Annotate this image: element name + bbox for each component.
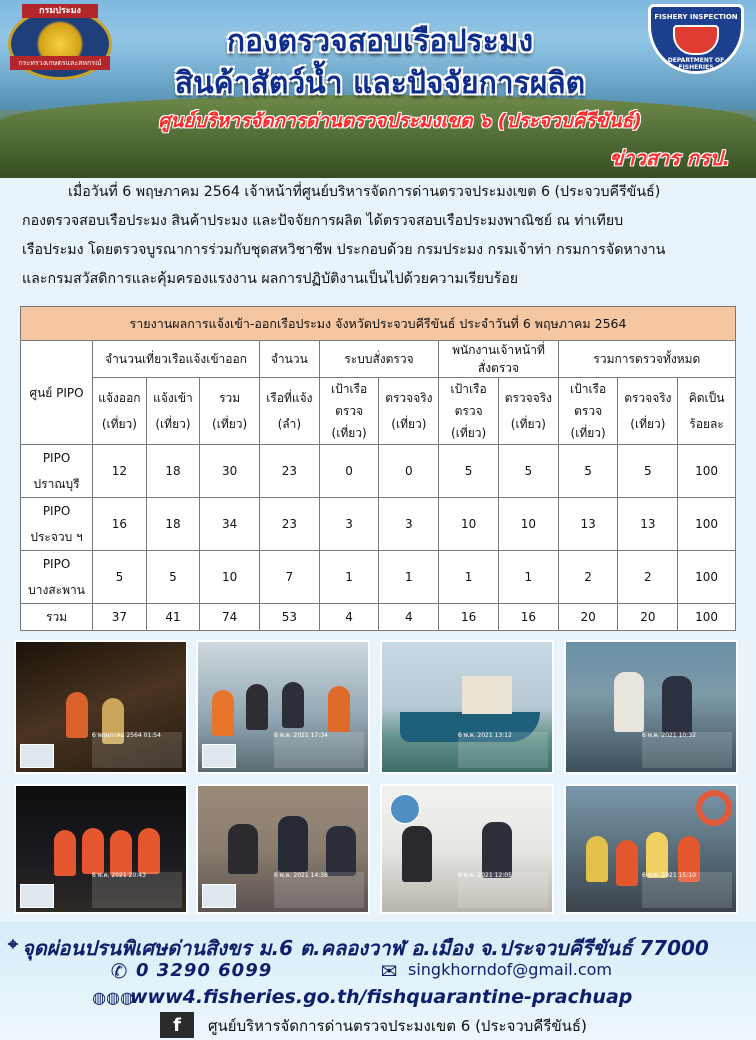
col-in xyxy=(146,378,200,445)
boat-cabin xyxy=(462,676,512,714)
table-cell: 3 xyxy=(379,498,439,551)
person-figure xyxy=(54,830,76,876)
table-cell: 1 xyxy=(319,551,379,604)
col-group-officer-line1: พนักงานเจ้าหน้าที่ xyxy=(452,343,545,357)
table-cell: 18 xyxy=(146,445,200,498)
table-cell: 16 xyxy=(93,498,147,551)
table-cell: 3 xyxy=(319,498,379,551)
table-cell: 5 xyxy=(146,551,200,604)
table-cell: 5 xyxy=(618,445,678,498)
table-cell: 74 xyxy=(200,604,260,631)
globe-icon: ◍◍◍ xyxy=(92,987,134,1007)
photo-timestamp: 6 พ.ค. 2021 17:34 xyxy=(274,732,364,768)
unit-label: (เที่ยว) xyxy=(570,426,606,440)
col-officer-target xyxy=(439,378,499,445)
unit-label: (เที่ยว) xyxy=(391,417,427,431)
person-figure xyxy=(482,822,512,878)
col-percent-line1: คิดเป็น xyxy=(688,391,725,405)
col-target-line1: เป้าเรือ xyxy=(450,382,487,396)
person-figure xyxy=(402,826,432,882)
footer-phone[interactable]: 0 3290 6099 xyxy=(136,960,273,981)
person-figure xyxy=(212,690,234,736)
person-figure xyxy=(614,672,644,732)
person-figure xyxy=(328,686,350,732)
map-thumbnail xyxy=(20,884,54,908)
col-out-label: แจ้งออก xyxy=(98,391,141,405)
intro-line: เรือประมง โดยตรวจบูรณาการร่วมกับชุดสหวิชาชีพ ประกอบด้วย กรมประมง กรมเจ้าท่า กรมการจัดหางาน xyxy=(22,242,666,258)
photo-timestamp: 6 พฤษภาคม 2564 01:54 xyxy=(92,732,182,768)
col-group-officer xyxy=(439,341,559,378)
table-cell: 100 xyxy=(678,498,736,551)
photo-crew-lineup xyxy=(14,784,188,914)
footer-email[interactable]: singkhorndof@gmail.com xyxy=(408,960,612,979)
table-cell: 20 xyxy=(558,604,618,631)
footer-website[interactable]: www4.fisheries.go.th/fishquarantine-prachuap xyxy=(130,986,633,1008)
emblem-shield-icon xyxy=(673,25,719,55)
col-boats-label: เรือที่แจ้ง xyxy=(266,391,313,405)
col-group-total: รวมการตรวจทั้งหมด xyxy=(558,341,735,378)
photo-timestamp: 6 พ.ค. 2021 12:05 xyxy=(458,872,548,908)
photo-night-boat xyxy=(14,640,188,774)
col-group-officer-line2: สั่งตรวจ xyxy=(477,361,520,375)
unit-label: (ลำ) xyxy=(277,417,302,431)
unit-label: (เที่ยว) xyxy=(510,417,546,431)
table-cell: 1 xyxy=(498,551,558,604)
table-cell: 0 xyxy=(379,445,439,498)
person-figure xyxy=(82,828,104,874)
col-header-pipo: ศูนย์ PIPO xyxy=(21,341,93,445)
col-group-trips: จำนวนเที่ยวเรือแจ้งเข้าออก xyxy=(93,341,260,378)
emblem-bottom-label: DEPARTMENT OF FISHERIES xyxy=(667,57,725,71)
person-figure xyxy=(66,692,88,738)
col-target-line2: ตรวจ xyxy=(454,404,483,418)
col-sum xyxy=(200,378,260,445)
map-thumbnail xyxy=(202,744,236,768)
table-cell: 34 xyxy=(200,498,260,551)
row-name-line1: PIPO xyxy=(42,504,71,518)
table-cell: 5 xyxy=(498,445,558,498)
col-group-count: จำนวน xyxy=(259,341,319,378)
facebook-icon[interactable]: f xyxy=(160,1012,194,1038)
col-out xyxy=(93,378,147,445)
col-target-line1: เป้าเรือ xyxy=(331,382,368,396)
row-name-line2: ประจวบ ฯ xyxy=(30,530,83,544)
footer-address: จุดผ่อนปรนพิเศษด่านสิงขร ม.6 ต.คลองวาฬ อ.เมือง จ.ประจวบคีรีขันธ์ 77000 xyxy=(22,936,709,960)
table-cell: 2 xyxy=(618,551,678,604)
table-cell: 18 xyxy=(146,498,200,551)
row-name-line2: บางสะพาน xyxy=(28,583,85,597)
table-cell: 10 xyxy=(200,551,260,604)
photo-inspection-paperwork xyxy=(196,784,370,914)
table-cell: 4 xyxy=(319,604,379,631)
person-figure xyxy=(282,682,304,728)
seal-bottom-label: กระทรวงเกษตรและสหกรณ์ xyxy=(10,56,110,70)
header-banner xyxy=(0,0,756,178)
row-name-line1: PIPO xyxy=(42,557,71,571)
person-figure xyxy=(616,840,638,886)
col-actual-label: ตรวจจริง xyxy=(624,391,672,405)
table-total-row xyxy=(21,604,736,631)
col-group-system: ระบบสั่งตรวจ xyxy=(319,341,439,378)
unit-label: (เที่ยว) xyxy=(101,417,137,431)
table-cell: 7 xyxy=(259,551,319,604)
col-sum-label: รวม xyxy=(219,391,241,405)
table-row xyxy=(21,498,736,551)
table-cell: 0 xyxy=(319,445,379,498)
person-figure xyxy=(662,676,692,736)
unit-label: (เที่ยว) xyxy=(451,426,487,440)
location-icon: ⌖ xyxy=(7,933,19,955)
table-cell: 16 xyxy=(439,604,499,631)
email-icon: ✉ xyxy=(380,959,398,983)
unit-label: (เที่ยว) xyxy=(155,417,191,431)
col-target-line2: ตรวจ xyxy=(335,404,364,418)
table-cell: 13 xyxy=(618,498,678,551)
table-cell: 41 xyxy=(146,604,200,631)
col-percent-line2: ร้อยละ xyxy=(689,417,724,431)
table-cell: 10 xyxy=(439,498,499,551)
table-cell: 16 xyxy=(498,604,558,631)
table-row xyxy=(21,445,736,498)
table-cell: 5 xyxy=(558,445,618,498)
table-cell: 1 xyxy=(379,551,439,604)
table-cell: 53 xyxy=(259,604,319,631)
table-cell: 100 xyxy=(678,551,736,604)
person-figure xyxy=(110,830,132,876)
table-row xyxy=(21,551,736,604)
photo-crew-on-deck xyxy=(564,784,738,914)
footer-facebook[interactable]: ศูนย์บริหารจัดการด่านตรวจประมงเขต 6 (ประจวบคีรีขันธ์) xyxy=(208,1017,587,1035)
col-boats xyxy=(259,378,319,445)
table-cell: 12 xyxy=(93,445,147,498)
photo-timestamp: 6 พ.ค. 2021 13:12 xyxy=(458,732,548,768)
col-percent xyxy=(678,378,736,445)
fishery-inspection-emblem xyxy=(648,4,744,74)
map-thumbnail xyxy=(202,884,236,908)
table-cell: 10 xyxy=(498,498,558,551)
row-name xyxy=(21,445,93,498)
person-figure xyxy=(138,828,160,874)
page-title-line2: สินค้าสัตว์น้ำ และปัจจัยการผลิต xyxy=(174,66,586,101)
news-tag: ข่าวสาร กรป. xyxy=(609,146,730,170)
person-figure xyxy=(228,824,258,874)
photo-timestamp: 6 พ.ค. 2021 14:38 xyxy=(274,872,364,908)
seal-top-label: กรมประมง xyxy=(22,4,98,18)
col-system-actual xyxy=(379,378,439,445)
intro-line: กองตรวจสอบเรือประมง สินค้าประมง และปัจจัยการผลิต ได้ตรวจสอบเรือประมงพาณิชย์ ณ ท่าเทียบ xyxy=(22,213,624,229)
table-cell: 1 xyxy=(439,551,499,604)
col-officer-actual xyxy=(498,378,558,445)
person-figure xyxy=(278,816,308,872)
photo-office-meeting xyxy=(380,784,554,914)
map-thumbnail xyxy=(390,794,420,824)
footer-contact xyxy=(0,922,756,1040)
page-subtitle: ศูนย์บริหารจัดการด่านตรวจประมงเขต ๖ (ประจวบคีรีขันธ์) xyxy=(158,110,642,132)
unit-label: (เที่ยว) xyxy=(331,426,367,440)
page-title-line1: กองตรวจสอบเรือประมง xyxy=(226,24,534,59)
photo-timestamp: 6 พ.ค. 2021 20:43 xyxy=(92,872,182,908)
phone-icon: ✆ xyxy=(110,959,128,983)
col-in-label: แจ้งเข้า xyxy=(153,391,193,405)
photo-timestamp: 6 พ.ค. 2021 10:32 xyxy=(642,732,732,768)
person-figure xyxy=(586,836,608,882)
photo-officers-dock xyxy=(196,640,370,774)
intro-line: เมื่อวันที่ 6 พฤษภาคม 2564 เจ้าหน้าที่ศูนย์บริหารจัดการด่านตรวจประมงเขต 6 (ประจวบคีรีขันธ์) xyxy=(68,184,661,200)
intro-paragraph xyxy=(22,178,740,294)
table-cell: 100 xyxy=(678,445,736,498)
row-name xyxy=(21,498,93,551)
unit-label: (เที่ยว) xyxy=(212,417,248,431)
table-cell: 13 xyxy=(558,498,618,551)
person-figure xyxy=(326,826,356,876)
photo-fishing-boat xyxy=(380,640,554,774)
table-cell: 5 xyxy=(93,551,147,604)
map-thumbnail xyxy=(20,744,54,768)
table-cell: 37 xyxy=(93,604,147,631)
table-cell: 20 xyxy=(618,604,678,631)
table-cell: 5 xyxy=(439,445,499,498)
col-target-line2: ตรวจ xyxy=(574,404,603,418)
row-name-line1: PIPO xyxy=(42,451,71,465)
unit-label: (เที่ยว) xyxy=(630,417,666,431)
table-cell: 4 xyxy=(379,604,439,631)
table-caption: รายงานผลการแจ้งเข้า-ออกเรือประมง จังหวัดประจวบคีรีขันธ์ ประจำวันที่ 6 พฤษภาคม 2564 xyxy=(21,307,736,341)
table-cell: 30 xyxy=(200,445,260,498)
col-target-line1: เป้าเรือ xyxy=(570,382,607,396)
table-cell: 23 xyxy=(259,445,319,498)
table-cell: 100 xyxy=(678,604,736,631)
person-figure xyxy=(246,684,268,730)
life-ring xyxy=(696,790,732,826)
photo-timestamp: 6 พ.ค. 2021 15:10 xyxy=(642,872,732,908)
total-label: รวม xyxy=(21,604,93,631)
report-table xyxy=(20,306,736,631)
emblem-top-label: FISHERY INSPECTION xyxy=(654,13,738,21)
col-actual-label: ตรวจจริง xyxy=(504,391,553,405)
table-cell: 2 xyxy=(558,551,618,604)
col-total-target xyxy=(558,378,618,445)
col-actual-label: ตรวจจริง xyxy=(385,391,433,405)
row-name-line2: ปราณบุรี xyxy=(33,477,80,491)
col-total-actual xyxy=(618,378,678,445)
photo-document-check xyxy=(564,640,738,774)
col-system-target xyxy=(319,378,379,445)
table-cell: 23 xyxy=(259,498,319,551)
intro-line: และกรมสวัสดิการและคุ้มครองแรงงาน ผลการปฏิบัติงานเป็นไปด้วยความเรียบร้อย xyxy=(22,271,519,287)
row-name xyxy=(21,551,93,604)
